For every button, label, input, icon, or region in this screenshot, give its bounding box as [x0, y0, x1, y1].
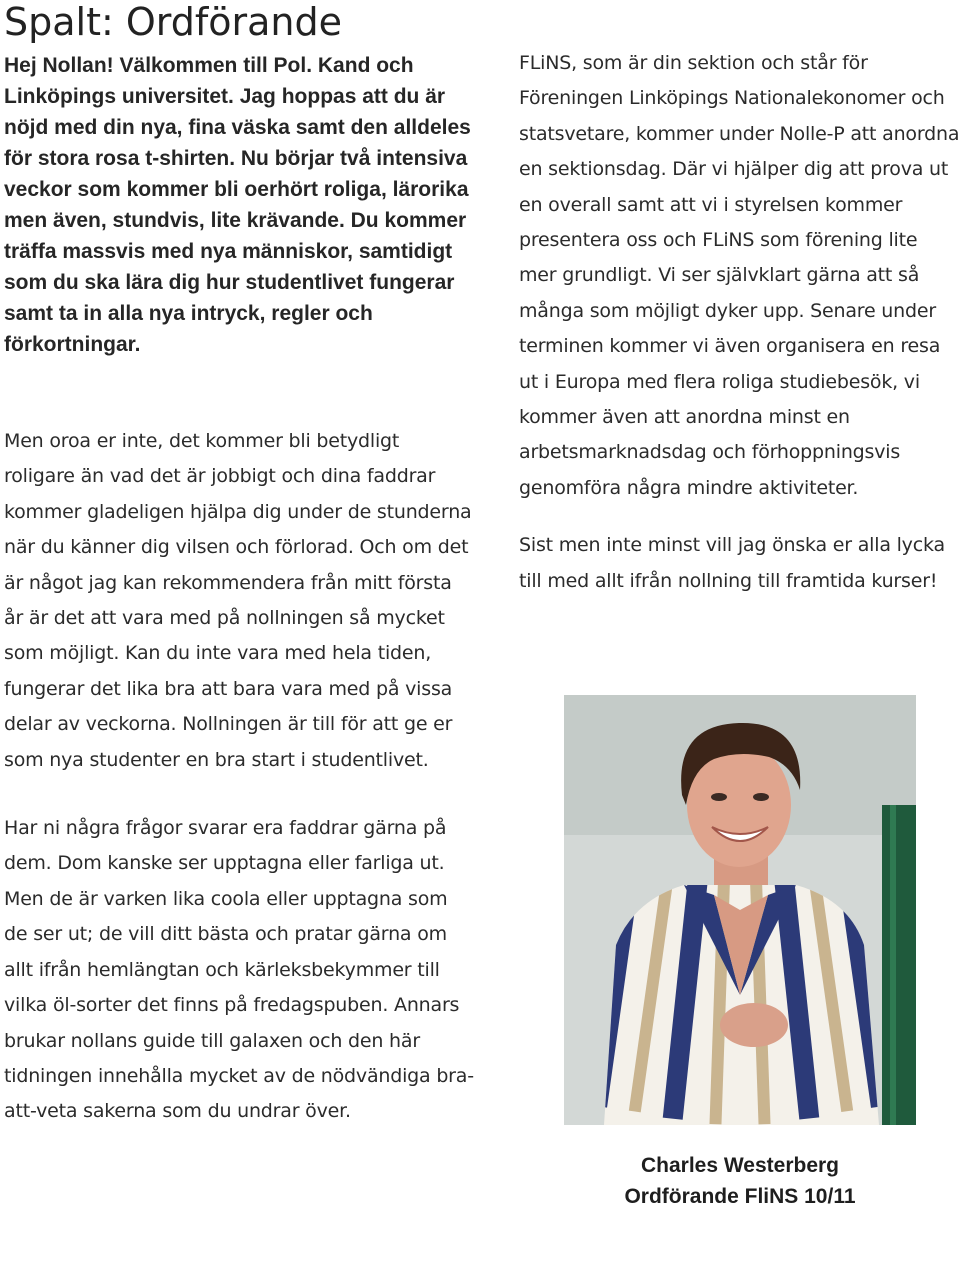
green-pillar: [882, 805, 916, 1125]
hands: [720, 1003, 788, 1047]
photo-caption: [560, 1150, 920, 1212]
portrait-illustration: [564, 695, 916, 1125]
page-title: Spalt: Ordförande: [4, 0, 342, 44]
caption-role: Ordförande FliNS 10/11: [624, 1185, 856, 1208]
body-paragraph-4: FLiNS, som är din sektion och står för Föreningen Linköpings Nationalekonomer och statsvetare, kommer under Nolle-P att anordna en sektionsdag. Där vi hjälper dig att prova ut en overall samt att vi i styrelsen kommer presentera oss och FLiNS som förening lite mer grundligt. Vi ser självklart gärna att så många som möjligt dyker upp. Senare under terminen kommer vi även organisera en resa ut i Europa med flera roliga studiebesök, vi kommer även att anordna minst en arbetsmarknadsdag och förhoppningsvis genomföra några mindre aktiviteter.: [519, 52, 960, 499]
caption-name: Charles Westerberg: [640, 1154, 840, 1177]
right-column: [519, 46, 960, 599]
body-paragraph-2: Men oroa er inte, det kommer bli betydligt roligare än vad det är jobbigt och dina faddrar kommer gladeligen hjälpa dig under de stunderna när du känner dig vilsen och förlorad. Och om det är något jag kan rekommendera från mitt första år är det att vara med på nollningen så mycket som möjligt. Kan du inte vara med hela tiden, fungerar det lika bra att bara vara med på vissa delar av veckorna. Nollningen är till för att ge er som nya studenter en bra start i studentlivet.: [4, 430, 472, 771]
body-paragraph-5: Sist men inte minst vill jag önska er alla lycka till med allt ifrån nollning till framtida kurser!: [519, 534, 945, 592]
body-paragraph-3: Har ni några frågor svarar era faddrar gärna på dem. Dom kanske ser upptagna eller farliga ut. Men de är varken lika coola eller upptagna som de ser ut; de vill ditt bästa och pratar gärna om allt ifrån hemlängtan och kärleksbekymmer till vilka öl-sorter det finns på fredagspuben. Annars brukar nollans guide till galaxen och den här tidningen innehålla mycket av de nödvändiga bra-att-veta sakerna som du undrar över.: [4, 817, 474, 1123]
left-column: [4, 50, 474, 1130]
portrait-photo: [564, 695, 916, 1125]
intro-paragraph: Hej Nollan! Välkommen till Pol. Kand och Linköpings universitet. Jag hoppas att du är nöjd med din nya, fina väska samt den alldeles för stora rosa t-shirten. Nu börjar två intensiva veckor som kommer bli oerhört roliga, lärorika men även, stundvis, lite krävande. Du kommer träffa massvis med nya människor, samtidigt som du ska lära dig hur studentlivet fungerar samt ta in alla nya intryck, regler och förkortningar.: [4, 54, 471, 356]
